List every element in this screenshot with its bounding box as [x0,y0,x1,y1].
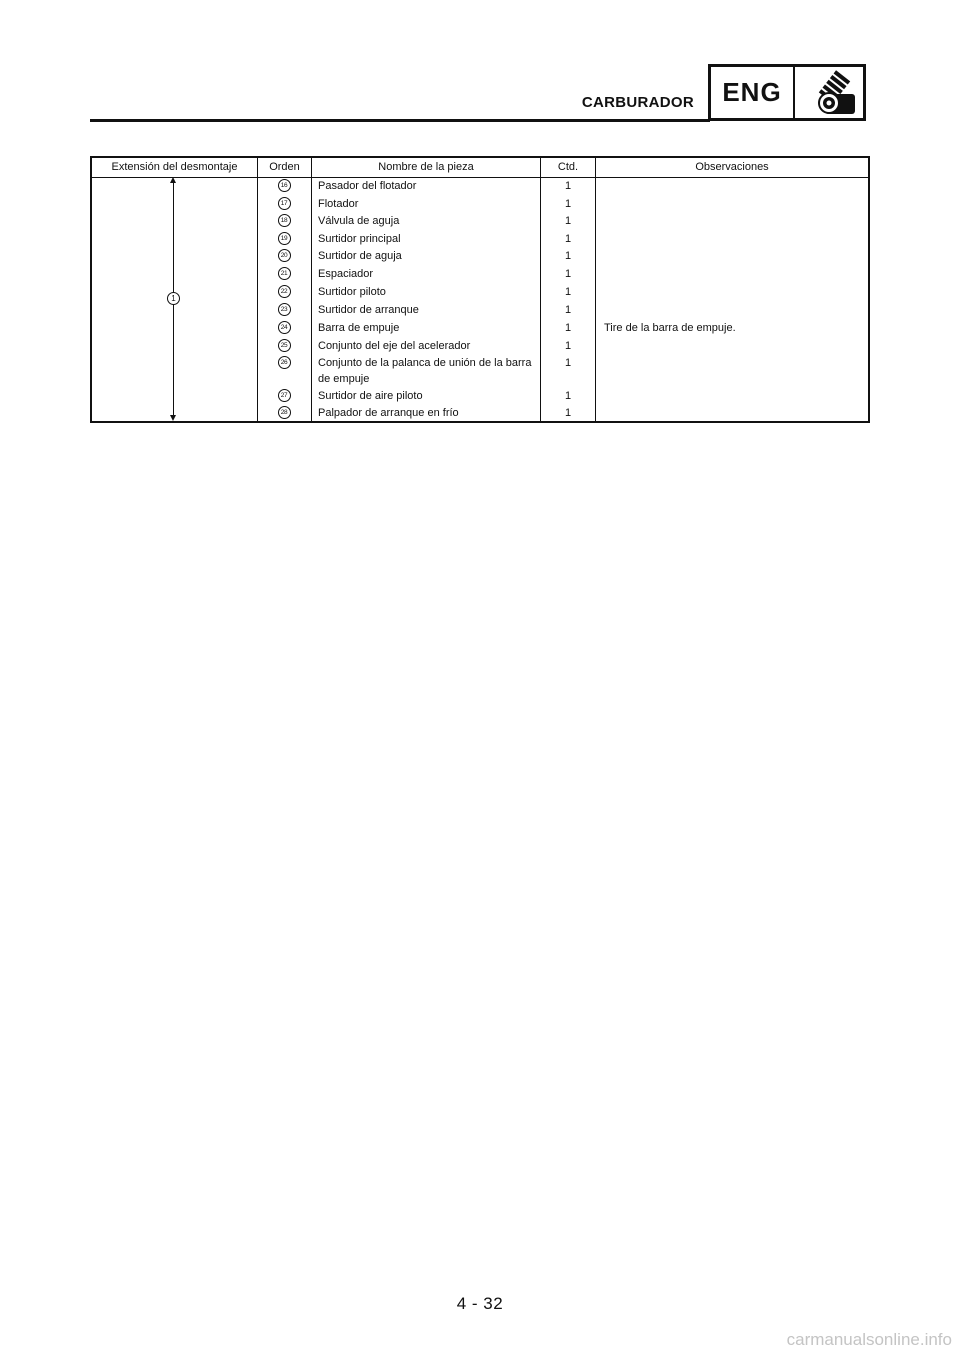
part-name: Surtidor principal [318,233,401,245]
part-name: Espaciador [318,268,374,280]
column-divider [257,158,258,421]
extent-label: 1 [167,292,180,305]
part-qty: 1 [564,180,572,192]
order-number: 27 [278,389,291,402]
part-qty: 1 [564,198,572,210]
header-rule [90,119,710,122]
table-header [92,158,868,178]
part-name: Flotador [318,198,359,210]
order-number: 22 [278,285,291,298]
part-remark: Tire de la barra de empuje. [604,322,736,334]
section-title: CARBURADOR [581,94,694,111]
part-qty: 1 [564,357,572,369]
order-number: 18 [278,214,291,227]
order-number: 23 [278,303,291,316]
header-order: Orden [269,161,300,173]
engine-piston-icon [795,67,863,118]
part-qty: 1 [564,390,572,402]
column-divider [595,158,596,421]
part-name: Conjunto del eje del acelerador [318,340,471,352]
part-qty: 1 [564,286,572,298]
parts-table [90,156,870,423]
order-number: 21 [278,267,291,280]
order-number: 24 [278,321,291,334]
part-name: Pasador del flotador [318,180,417,192]
part-qty: 1 [564,250,572,262]
order-number: 28 [278,406,291,419]
page-number: 4 - 32 [456,1294,504,1313]
order-number: 20 [278,249,291,262]
header-remarks: Observaciones [695,161,769,173]
part-qty: 1 [564,268,572,280]
part-name: Surtidor de arranque [318,304,419,316]
header-part-name: Nombre de la pieza [378,161,474,173]
header-extent: Extensión del desmontaje [111,161,238,173]
part-name: Barra de empuje [318,322,400,334]
part-name: Surtidor de aguja [318,250,402,262]
extent-arrow-down-icon [170,415,176,421]
part-name: Surtidor piloto [318,286,386,298]
part-qty: 1 [564,340,572,352]
order-number: 25 [278,339,291,352]
order-number: 16 [278,179,291,192]
eng-label: ENG [711,67,795,118]
order-number: 17 [278,197,291,210]
part-qty: 1 [564,322,572,334]
header-qty: Ctd. [557,161,579,173]
part-qty: 1 [564,233,572,245]
column-divider [311,158,312,421]
part-name: Surtidor de aire piloto [318,390,423,402]
order-number: 19 [278,232,291,245]
part-qty: 1 [564,407,572,419]
part-qty: 1 [564,215,572,227]
part-name: Palpador de arranque en frío [318,407,459,419]
section-badge [708,64,866,121]
part-name: Válvula de aguja [318,215,400,227]
order-number: 26 [278,356,291,369]
part-name: Conjunto de la palanca de unión de la barra de empuje [318,357,532,385]
watermark: carmanualsonline.info [786,1330,952,1349]
part-qty: 1 [564,304,572,316]
